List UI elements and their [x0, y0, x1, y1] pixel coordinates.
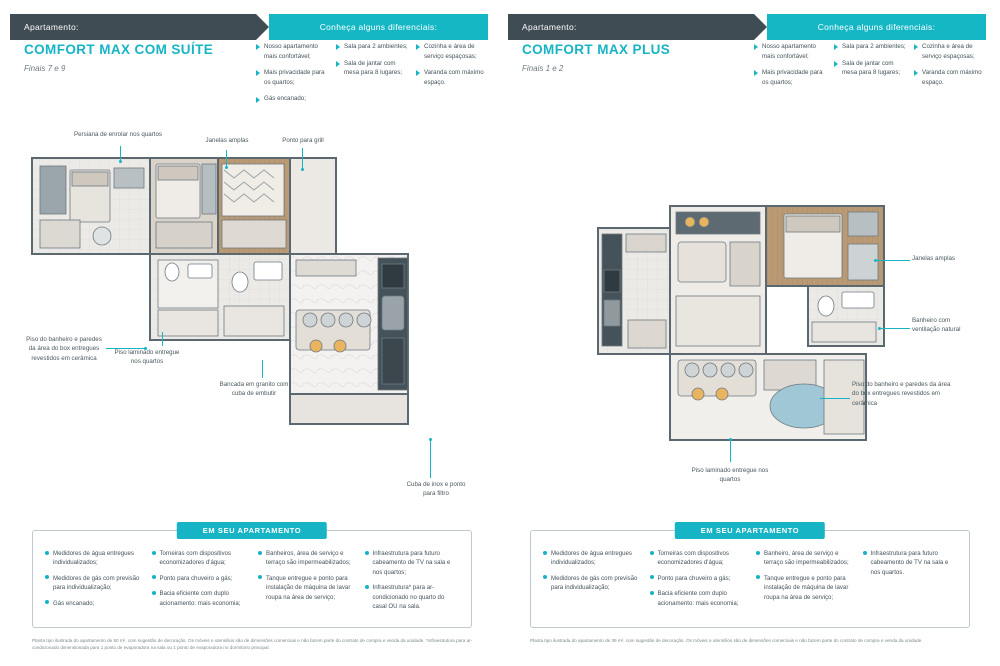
info-box-title: EM SEU APARTAMENTO [177, 522, 327, 539]
panel-header [10, 14, 488, 40]
feature-column-1 [754, 42, 826, 94]
info-item: Ponto para chuveiro a gás; [650, 574, 745, 583]
floorplan-right [508, 110, 986, 525]
disclaimer-text: Planta tipo ilustrada do apartamento de 50 m², com sugestão de decoração. Os móveis e utensílios são de dimensões comerciais e não fazem parte do contrato de compra e venda da unidade. *Infraestrutura para ar-condicionado dimensionada para 1 ponto de evaporadora na sala ou 1 ponto de evaporadora no dormitório principal. [32, 638, 473, 650]
feature-item: Sala para 2 ambientes; [834, 42, 906, 52]
plan-title-block [522, 42, 752, 73]
info-item: Medidores de água entregues individualizados; [45, 549, 140, 568]
features-list [754, 42, 986, 94]
leader-dot [729, 438, 732, 441]
feature-item: Cozinha e área de serviço espaçosas; [416, 42, 488, 61]
info-item: Banheiros, área de serviço e terraço são impermeabilizados; [258, 549, 353, 568]
feature-item: Mais privacidade para os quartos; [754, 68, 826, 87]
leader-dot [301, 168, 304, 171]
feature-column-2 [834, 42, 906, 94]
header-apartment-label: Apartamento: [10, 14, 256, 40]
info-box-title: EM SEU APARTAMENTO [675, 522, 825, 539]
apartment-panel-right [508, 0, 986, 666]
apartment-info-box [32, 526, 472, 628]
info-column-4 [365, 549, 460, 618]
leader-line [880, 328, 910, 329]
callout-label: Janelas amplas [912, 255, 955, 262]
plan-title-block [24, 42, 254, 73]
feature-item: Sala de jantar com mesa para 8 lugares; [336, 59, 408, 78]
info-item: Infraestrutura* para ar-condicionado no quarto do casal OU na sala. [365, 583, 460, 611]
feature-item: Sala de jantar com mesa para 8 lugares; [834, 59, 906, 78]
leader-line [302, 148, 303, 170]
floorplan-drawing [10, 110, 488, 525]
floorplan-left [10, 110, 488, 525]
feature-item: Mais privacidade para os quartos; [256, 68, 328, 87]
info-column-2 [650, 549, 745, 614]
callout-label: Piso do banheiro e paredes da área do box entregues revestidos em cerâmica [852, 381, 951, 407]
callout-label: Piso laminado entregue nos quartos [114, 349, 180, 366]
info-column-3 [258, 549, 353, 618]
panel-header [508, 14, 986, 40]
leader-line [730, 440, 731, 462]
callout-label: Bancada em granito com cuba de embutir [219, 381, 289, 398]
info-item: Ponto para chuveiro a gás; [152, 574, 247, 583]
plan-subtitle: Finais 1 e 2 [522, 64, 564, 73]
leader-dot [225, 166, 228, 169]
feature-column-3 [416, 42, 488, 111]
info-item: Torneiras com dispositivos economizadores d'água; [650, 549, 745, 568]
callout-label: Janelas amplas [205, 137, 249, 144]
info-column-2 [152, 549, 247, 618]
feature-column-1 [256, 42, 328, 111]
leader-line [162, 332, 163, 346]
leader-line [262, 360, 263, 378]
header-differentials-label: Conheça alguns diferenciais: [767, 14, 986, 40]
feature-column-3 [914, 42, 986, 94]
info-columns [543, 549, 957, 614]
leader-dot [878, 327, 881, 330]
info-column-1 [543, 549, 638, 614]
leader-dot [874, 259, 877, 262]
page-title: COMFORT MAX PLUS [522, 42, 671, 57]
feature-column-2 [336, 42, 408, 111]
feature-item: Nosso apartamento mais confortável; [754, 42, 826, 61]
callout-label: Piso do banheiro e paredes da área do box entregues revestidos em cerâmica [26, 336, 102, 362]
feature-item: Varanda com máximo espaço. [914, 68, 986, 87]
info-column-3 [756, 549, 851, 614]
header-apartment-label: Apartamento: [508, 14, 754, 40]
info-item: Bacia eficiente com duplo acionamento: mais economia; [650, 589, 745, 608]
feature-item: Varanda com máximo espaço. [416, 68, 488, 87]
feature-item: Nosso apartamento mais confortável; [256, 42, 328, 61]
feature-item: Gás encanado; [256, 94, 328, 104]
info-item: Banheiro, área de serviço e terraço são impermeabilizados; [756, 549, 851, 568]
callout-label: Cuba de inox e ponto para filtro [406, 481, 466, 498]
leader-line [820, 398, 850, 399]
info-columns [45, 549, 459, 618]
disclaimer-text: Planta tipo ilustrada do apartamento de 39 m², com sugestão de decoração. Os móveis e utensílios são de dimensões comerciais e não fazem parte do contrato de compra e venda da unidade. [530, 638, 923, 643]
leader-line [430, 440, 431, 478]
info-column-1 [45, 549, 140, 618]
leader-line [876, 260, 910, 261]
header-differentials-label: Conheça alguns diferenciais: [269, 14, 488, 40]
leader-dot [119, 160, 122, 163]
callout-label: Persiana de enrolar nos quartos [73, 131, 163, 138]
info-item: Infraestrutura para futuro cabeamento de TV na sala e nos quartos; [365, 549, 460, 577]
info-item: Torneiras com dispositivos economizadores d'água; [152, 549, 247, 568]
feature-item: Sala para 2 ambientes; [336, 42, 408, 52]
apartment-panel-left [10, 0, 488, 666]
info-item: Infraestrutura para futuro cabeamento de TV na sala e nos quartos. [863, 549, 958, 577]
info-item: Gás encanado; [45, 599, 140, 608]
leader-dot [429, 438, 432, 441]
info-item: Bacia eficiente com duplo acionamento: mais economia; [152, 589, 247, 608]
feature-item: Cozinha e área de serviço espaçosas; [914, 42, 986, 61]
callout-label: Banheiro com ventilação natural [912, 317, 961, 334]
info-item: Medidores de água entregues individualizados; [543, 549, 638, 568]
page-title: COMFORT MAX COM SUÍTE [24, 42, 214, 57]
plan-subtitle: Finais 7 e 9 [24, 64, 66, 73]
info-column-4 [863, 549, 958, 614]
features-list [256, 42, 488, 111]
info-item: Tanque entregue e ponto para instalação de máquina de lavar roupa na área de serviço; [258, 574, 353, 602]
callout-label: Ponto para grill [282, 137, 324, 144]
info-item: Medidores de gás com previsão para individualização; [543, 574, 638, 593]
apartment-info-box [530, 526, 970, 628]
callout-label: Piso laminado entregue nos quartos [691, 467, 769, 484]
info-item: Tanque entregue e ponto para instalação de máquina de lavar roupa na área de serviço; [756, 574, 851, 602]
info-item: Medidores de gás com previsão para individualização; [45, 574, 140, 593]
